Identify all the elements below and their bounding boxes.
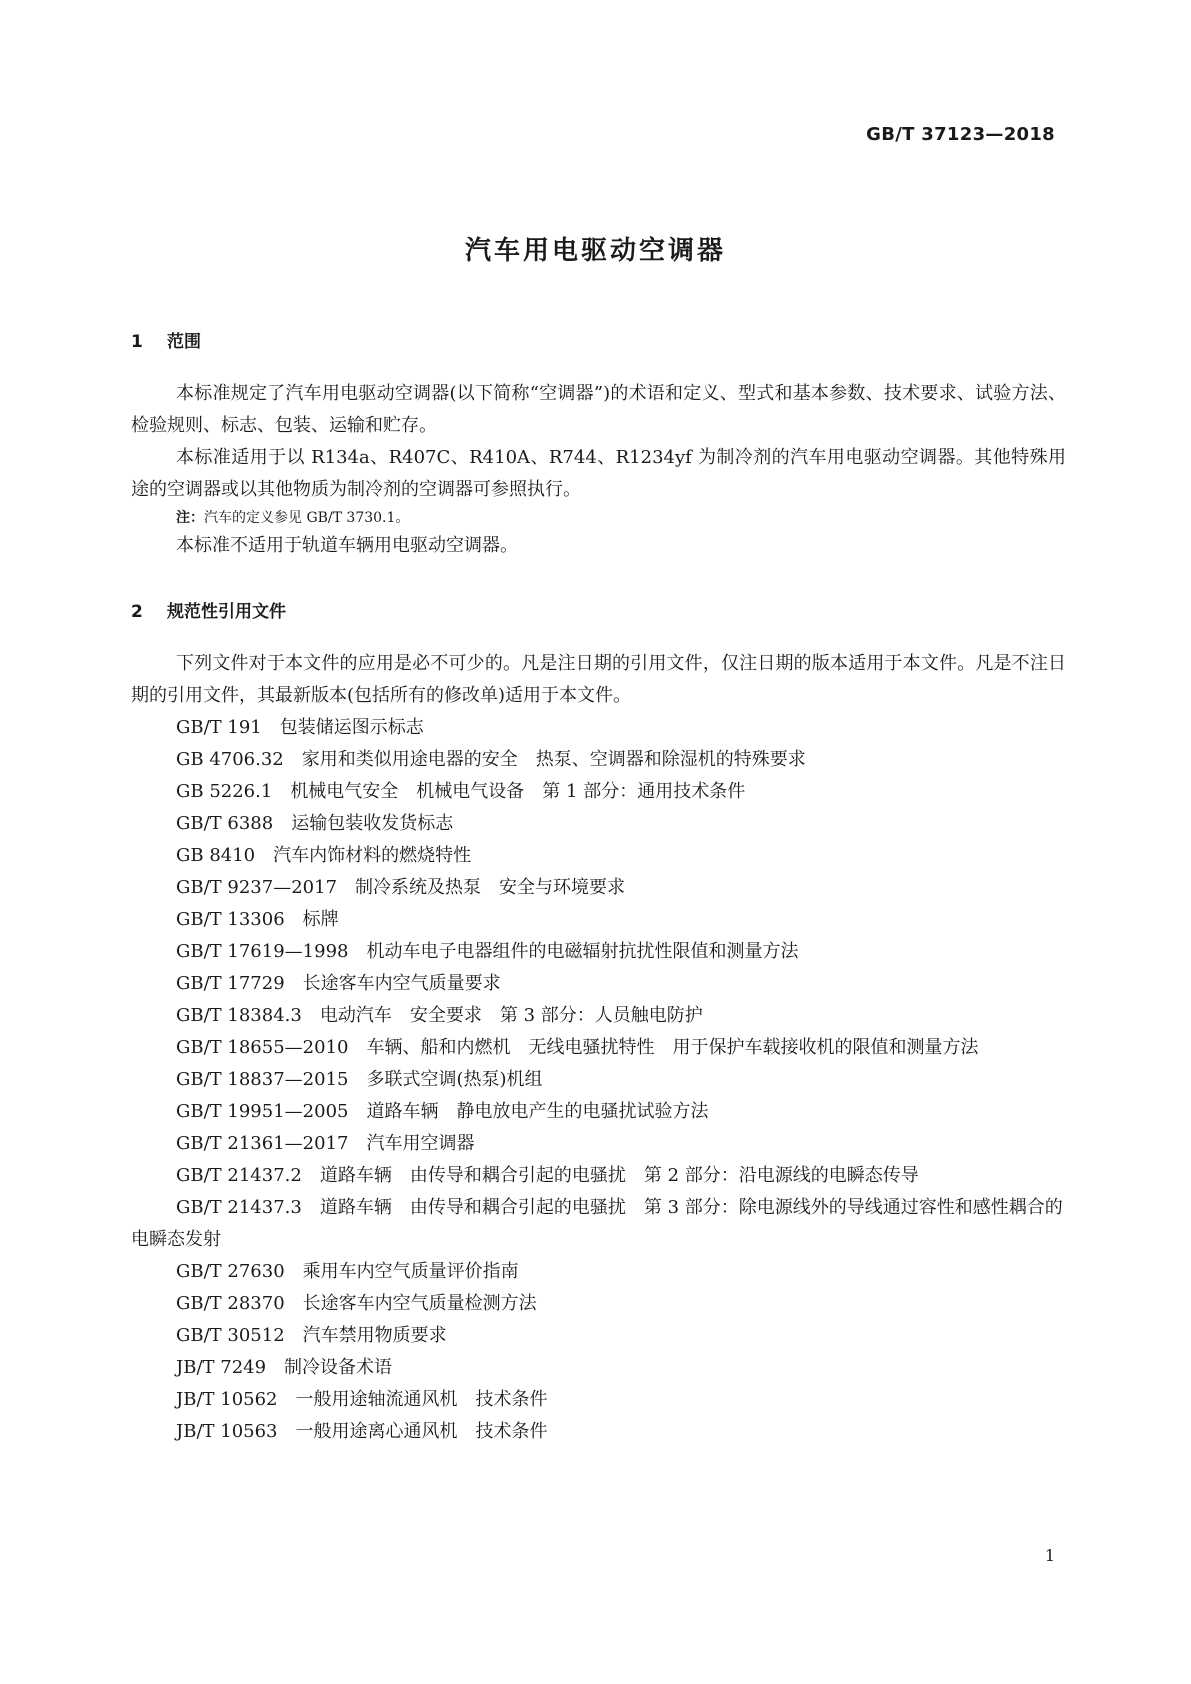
section-number: 1 (131, 332, 143, 352)
reference-item (131, 1416, 1066, 1448)
reference-code: GB/T 17619—1998 (176, 941, 349, 962)
reference-code: GB/T 28370 (176, 1293, 285, 1314)
reference-item (131, 1000, 1066, 1032)
reference-code: GB/T 18655—2010 (176, 1037, 349, 1058)
reference-list (131, 712, 1066, 1448)
reference-title: 制冷设备术语 (284, 1357, 393, 1378)
reference-title: 汽车用空调器 (366, 1133, 475, 1154)
reference-code: GB 4706.32 (176, 749, 284, 770)
reference-item (131, 840, 1066, 872)
section-title: 规范性引用文件 (167, 602, 286, 622)
reference-item (131, 1352, 1066, 1384)
reference-item (131, 1256, 1066, 1288)
reference-code: GB/T 18384.3 (176, 1005, 302, 1026)
reference-code: GB/T 21437.2 (176, 1165, 302, 1186)
reference-item (131, 1320, 1066, 1352)
reference-item (131, 1096, 1066, 1128)
reference-title: 道路车辆 静电放电产生的电骚扰试验方法 (366, 1101, 709, 1122)
paragraph: 本标准不适用于轨道车辆用电驱动空调器。 (176, 535, 518, 556)
reference-title: 多联式空调(热泵)机组 (366, 1069, 543, 1090)
reference-title: 汽车禁用物质要求 (302, 1325, 447, 1346)
reference-code: GB/T 191 (176, 717, 262, 738)
reference-item (131, 936, 1066, 968)
reference-code: GB/T 30512 (176, 1325, 285, 1346)
reference-code: GB/T 21437.3 (176, 1197, 302, 1218)
reference-title: 车辆、船和内燃机 无线电骚扰特性 用于保护车载接收机的限值和测量方法 (366, 1037, 979, 1058)
reference-item (131, 808, 1066, 840)
reference-item (131, 712, 1066, 744)
reference-code: GB/T 19951—2005 (176, 1101, 349, 1122)
reference-title: 机械电气安全 机械电气设备 第 1 部分：通用技术条件 (290, 781, 746, 802)
reference-title: 长途客车内空气质量要求 (302, 973, 501, 994)
reference-item (131, 1064, 1066, 1096)
reference-item (131, 1192, 1066, 1256)
page-number: 1 (1044, 1546, 1055, 1565)
reference-item (131, 1384, 1066, 1416)
reference-code: JB/T 10563 (176, 1421, 278, 1442)
reference-title: 电动汽车 安全要求 第 3 部分：人员触电防护 (319, 1005, 703, 1026)
reference-code: GB 5226.1 (176, 781, 273, 802)
reference-item (131, 904, 1066, 936)
reference-item (131, 1160, 1066, 1192)
reference-item (131, 1032, 1066, 1064)
reference-title: 一般用途离心通风机 技术条件 (295, 1421, 548, 1442)
reference-title: 道路车辆 由传导和耦合引起的电骚扰 第 2 部分：沿电源线的电瞬态传导 (319, 1165, 919, 1186)
reference-title: 乘用车内空气质量评价指南 (302, 1261, 519, 1282)
reference-item (131, 872, 1066, 904)
reference-title: 运输包装收发货标志 (291, 813, 454, 834)
reference-code: GB/T 18837—2015 (176, 1069, 349, 1090)
section-1-heading (131, 330, 1066, 354)
reference-title: 道路车辆 由传导和耦合引起的电骚扰 第 3 部分：除电源线外的导线通过容性和感性耦合的电瞬态发射 (131, 1197, 1063, 1250)
note-label: 注： (176, 510, 204, 526)
reference-item (131, 968, 1066, 1000)
reference-code: JB/T 10562 (176, 1389, 278, 1410)
reference-item (131, 776, 1066, 808)
reference-code: GB/T 13306 (176, 909, 285, 930)
standard-code: GB/T 37123—2018 (866, 124, 1055, 145)
reference-title: 包装储运图示标志 (279, 717, 424, 738)
reference-item (131, 1128, 1066, 1160)
reference-title: 标牌 (302, 909, 339, 930)
reference-item (131, 744, 1066, 776)
reference-code: GB/T 9237—2017 (176, 877, 338, 898)
reference-item (131, 1288, 1066, 1320)
reference-title: 制冷系统及热泵 安全与环境要求 (355, 877, 626, 898)
reference-code: GB/T 17729 (176, 973, 285, 994)
paragraph: 下列文件对于本文件的应用是必不可少的。凡是注日期的引用文件，仅注日期的版本适用于本文件。凡是不注日期的引用文件，其最新版本(包括所有的修改单)适用于本文件。 (131, 653, 1066, 706)
reference-title: 家用和类似用途电器的安全 热泵、空调器和除湿机的特殊要求 (301, 749, 806, 770)
note-text: 汽车的定义参见 GB/T 3730.1。 (204, 510, 410, 526)
document-body (131, 330, 1066, 1448)
paragraph: 本标准规定了汽车用电驱动空调器(以下简称“空调器”)的术语和定义、型式和基本参数、技术要求、试验方法、检验规则、标志、包装、运输和贮存。 (131, 383, 1066, 436)
reference-code: GB 8410 (176, 845, 256, 866)
reference-title: 一般用途轴流通风机 技术条件 (295, 1389, 548, 1410)
reference-code: GB/T 21361—2017 (176, 1133, 349, 1154)
section-number: 2 (131, 602, 143, 622)
reference-title: 汽车内饰材料的燃烧特性 (273, 845, 472, 866)
paragraph: 本标准适用于以 R134a、R407C、R410A、R744、R1234yf 为制冷剂的汽车用电驱动空调器。其他特殊用途的空调器或以其他物质为制冷剂的空调器可参照执行。 (131, 447, 1066, 500)
reference-title: 长途客车内空气质量检测方法 (302, 1293, 537, 1314)
reference-title: 机动车电子电器组件的电磁辐射抗扰性限值和测量方法 (366, 941, 799, 962)
reference-code: JB/T 7249 (176, 1357, 267, 1378)
reference-code: GB/T 6388 (176, 813, 274, 834)
document-title: 汽车用电驱动空调器 (464, 236, 726, 266)
note (131, 506, 1066, 530)
section-title: 范围 (167, 332, 201, 352)
section-2-heading (131, 600, 1066, 624)
reference-code: GB/T 27630 (176, 1261, 285, 1282)
